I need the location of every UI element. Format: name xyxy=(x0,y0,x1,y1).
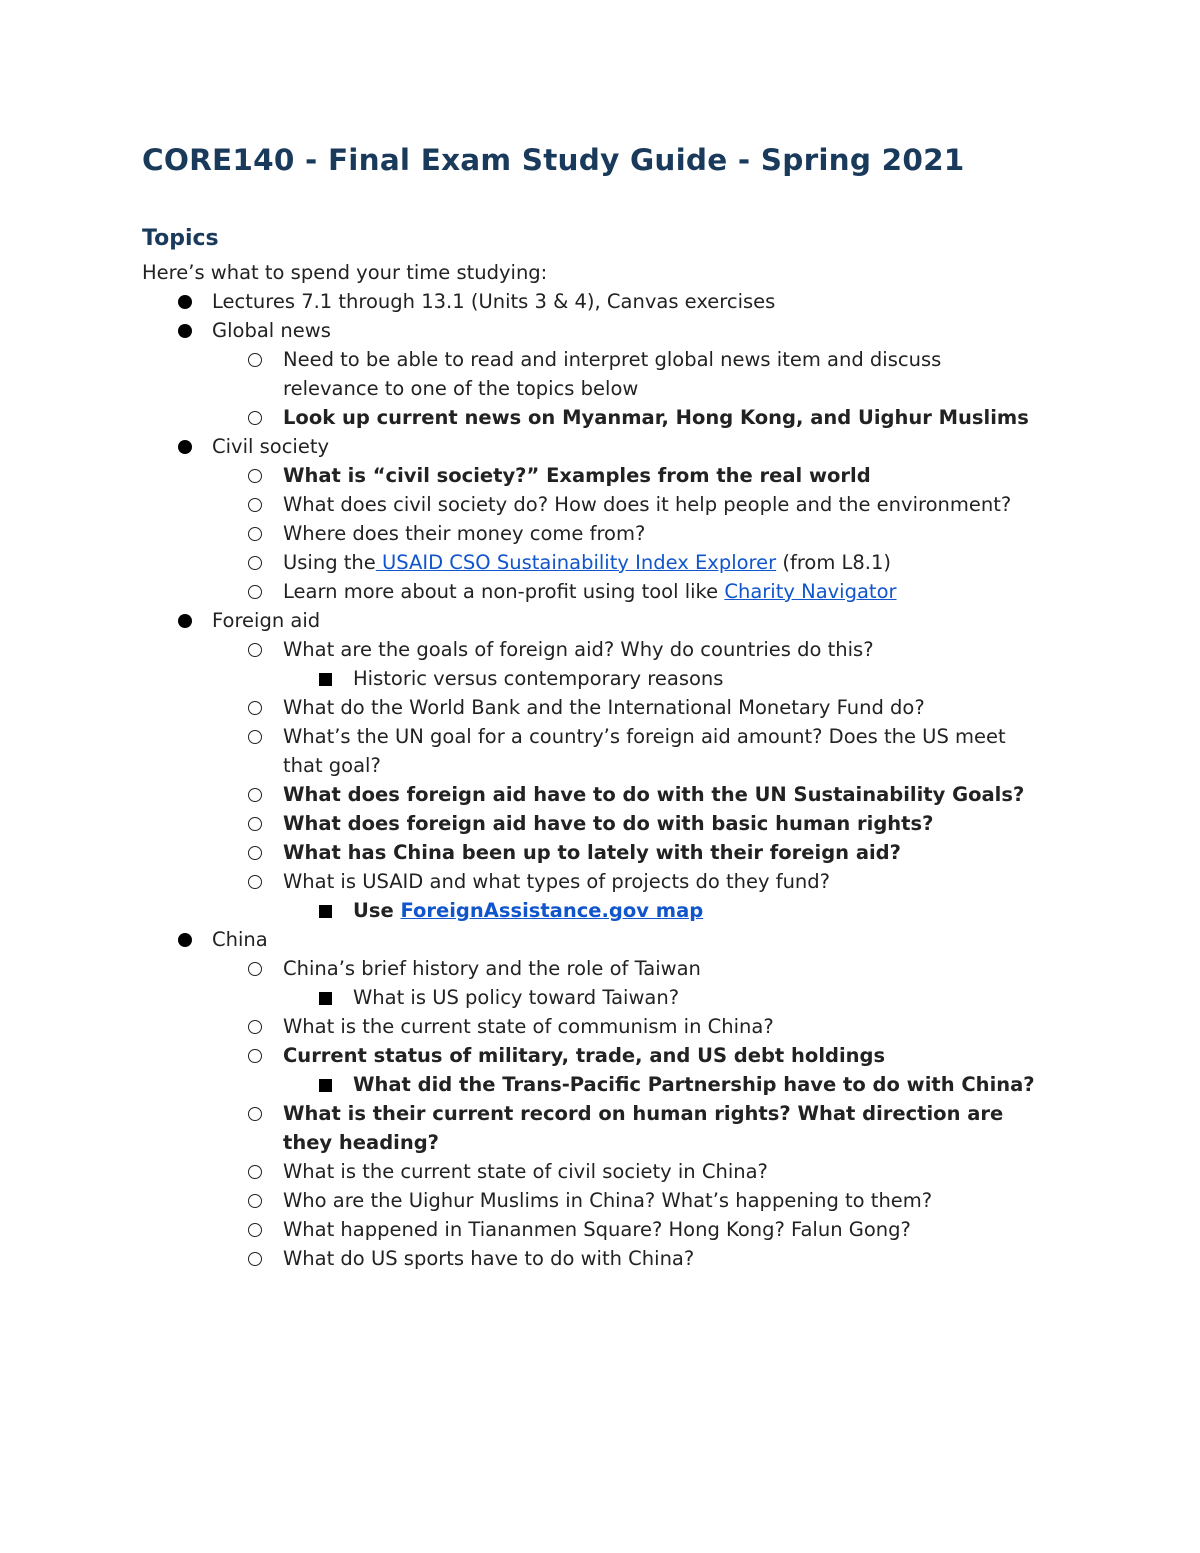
charity-prefix: Learn more about a non-profit using tool like xyxy=(283,580,725,603)
circle-bullet-icon xyxy=(248,469,262,483)
usaid-cso-index-link[interactable]: USAID CSO Sustainability Index Explorer xyxy=(375,551,777,574)
topics-list xyxy=(142,287,1042,1273)
item-text: Foreign aid xyxy=(212,609,321,632)
square-bullet-icon xyxy=(319,905,332,918)
item-text xyxy=(283,577,1042,606)
list-item-global-news xyxy=(142,316,1042,432)
item-text: What is US policy toward Taiwan? xyxy=(353,986,680,1009)
sublist xyxy=(283,664,1042,693)
circle-bullet-icon xyxy=(248,556,262,570)
page-title: CORE140 - Final Exam Study Guide - Spring 2021 xyxy=(142,143,965,177)
list-item xyxy=(283,664,1042,693)
item-text: What does civil society do? How does it help people and the environment? xyxy=(283,493,1012,516)
circle-bullet-icon xyxy=(248,353,262,367)
list-item xyxy=(212,345,1042,403)
list-item-usaid xyxy=(212,548,1042,577)
usaid-prefix: Using the xyxy=(283,551,376,574)
list-item xyxy=(212,838,1042,867)
list-item-china xyxy=(142,925,1042,1273)
list-item xyxy=(212,722,1042,780)
list-item-civil-society xyxy=(142,432,1042,606)
circle-bullet-icon xyxy=(248,962,262,976)
list-item xyxy=(212,693,1042,722)
circle-bullet-icon xyxy=(248,527,262,541)
item-text: What is “civil society?” Examples from the real world xyxy=(283,464,871,487)
list-item xyxy=(212,635,1042,693)
item-text: Where does their money come from? xyxy=(283,522,646,545)
list-item xyxy=(212,809,1042,838)
item-text: What has China been up to lately with their foreign aid? xyxy=(283,841,901,864)
list-item xyxy=(283,983,1042,1012)
list-item xyxy=(212,1244,1042,1273)
sublist xyxy=(283,896,1042,925)
circle-bullet-icon xyxy=(248,788,262,802)
disc-bullet-icon xyxy=(178,324,192,338)
circle-bullet-icon xyxy=(248,1020,262,1034)
charity-navigator-link[interactable]: Charity Navigator xyxy=(724,580,897,603)
list-item xyxy=(212,461,1042,490)
circle-bullet-icon xyxy=(248,1165,262,1179)
item-text: What did the Trans-Pacific Partnership have to do with China? xyxy=(353,1073,1035,1096)
list-item xyxy=(212,780,1042,809)
circle-bullet-icon xyxy=(248,1194,262,1208)
circle-bullet-icon xyxy=(248,701,262,715)
list-item xyxy=(212,1215,1042,1244)
item-text xyxy=(283,548,1042,577)
circle-bullet-icon xyxy=(248,585,262,599)
list-item-lectures xyxy=(142,287,1042,316)
circle-bullet-icon xyxy=(248,1223,262,1237)
list-item xyxy=(212,1099,1042,1157)
usaid-suffix: (from L8.1) xyxy=(776,551,892,574)
item-text: Need to be able to read and interpret global news item and discuss relevance to one of the topics below xyxy=(283,348,942,400)
circle-bullet-icon xyxy=(248,817,262,831)
item-text: What does foreign aid have to do with the UN Sustainability Goals? xyxy=(283,783,1025,806)
item-text: China xyxy=(212,928,268,951)
use-prefix: Use xyxy=(353,899,401,922)
foreign-assistance-map-link[interactable]: ForeignAssistance.gov map xyxy=(400,899,704,922)
item-text: Look up current news on Myanmar, Hong Kong, and Uighur Muslims xyxy=(283,406,1029,429)
sublist-foreign-aid xyxy=(212,635,1042,925)
circle-bullet-icon xyxy=(248,1252,262,1266)
list-item xyxy=(212,490,1042,519)
circle-bullet-icon xyxy=(248,1049,262,1063)
sublist-civil-society xyxy=(212,461,1042,606)
item-text: What happened in Tiananmen Square? Hong Kong? Falun Gong? xyxy=(283,1218,911,1241)
square-bullet-icon xyxy=(319,673,332,686)
list-item xyxy=(212,954,1042,1012)
item-text: What does foreign aid have to do with basic human rights? xyxy=(283,812,934,835)
item-text: Civil society xyxy=(212,435,330,458)
list-item xyxy=(212,867,1042,925)
intro-text: Here’s what to spend your time studying: xyxy=(142,261,548,284)
list-item xyxy=(212,1186,1042,1215)
item-text: China’s brief history and the role of Taiwan xyxy=(283,957,701,980)
item-text: What do the World Bank and the International Monetary Fund do? xyxy=(283,696,925,719)
list-item xyxy=(283,896,1042,925)
list-item xyxy=(212,1041,1042,1099)
circle-bullet-icon xyxy=(248,643,262,657)
circle-bullet-icon xyxy=(248,1107,262,1121)
item-text: What is the current state of civil society in China? xyxy=(283,1160,768,1183)
item-text: Historic versus contemporary reasons xyxy=(353,667,724,690)
square-bullet-icon xyxy=(319,1079,332,1092)
item-text: Who are the Uighur Muslims in China? What’s happening to them? xyxy=(283,1189,933,1212)
item-text xyxy=(353,896,1042,925)
item-text: Global news xyxy=(212,319,331,342)
disc-bullet-icon xyxy=(178,614,192,628)
sublist xyxy=(283,983,1042,1012)
item-text: What’s the UN goal for a country’s foreign aid amount? Does the US meet that goal? xyxy=(283,725,1006,777)
item-text: What are the goals of foreign aid? Why do countries do this? xyxy=(283,638,874,661)
disc-bullet-icon xyxy=(178,295,192,309)
list-item-foreign-aid xyxy=(142,606,1042,925)
sublist-global-news xyxy=(212,345,1042,432)
section-heading-topics: Topics xyxy=(142,226,219,251)
circle-bullet-icon xyxy=(248,875,262,889)
sublist xyxy=(283,1070,1042,1099)
list-item xyxy=(212,519,1042,548)
item-text: Lectures 7.1 through 13.1 (Units 3 & 4), Canvas exercises xyxy=(212,290,776,313)
document-page xyxy=(142,136,1042,1273)
circle-bullet-icon xyxy=(248,730,262,744)
list-item-charity xyxy=(212,577,1042,606)
item-text: What is their current record on human rights? What direction are they heading? xyxy=(283,1102,1004,1154)
item-text: What is USAID and what types of projects do they fund? xyxy=(283,870,831,893)
circle-bullet-icon xyxy=(248,498,262,512)
square-bullet-icon xyxy=(319,992,332,1005)
circle-bullet-icon xyxy=(248,846,262,860)
item-text: What do US sports have to do with China? xyxy=(283,1247,695,1270)
list-item xyxy=(212,1012,1042,1041)
disc-bullet-icon xyxy=(178,933,192,947)
list-item xyxy=(212,1157,1042,1186)
circle-bullet-icon xyxy=(248,411,262,425)
sublist-china xyxy=(212,954,1042,1273)
item-text: What is the current state of communism in China? xyxy=(283,1015,774,1038)
disc-bullet-icon xyxy=(178,440,192,454)
item-text: Current status of military, trade, and US debt holdings xyxy=(283,1044,886,1067)
list-item xyxy=(283,1070,1042,1099)
list-item xyxy=(212,403,1042,432)
